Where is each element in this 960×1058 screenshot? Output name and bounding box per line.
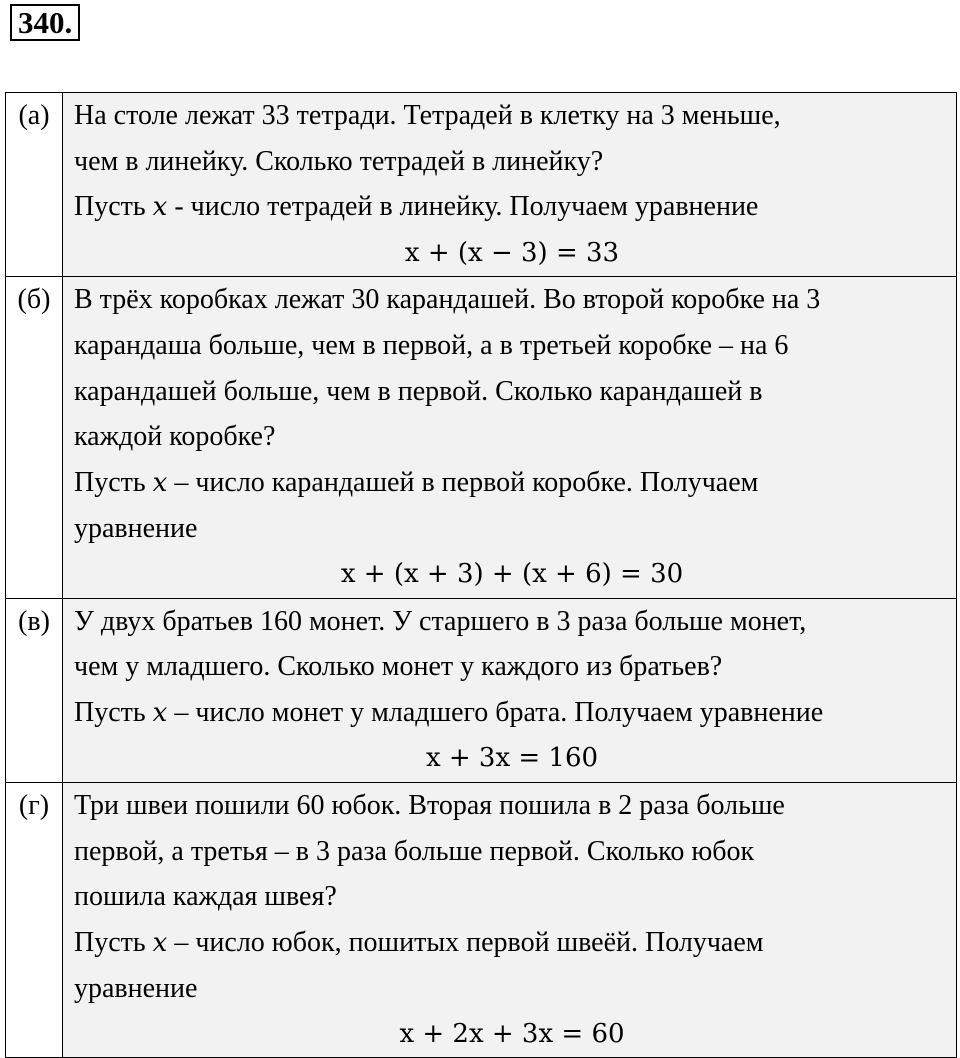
equation: x + (x + 3) + (x + 6) = 30 — [340, 558, 684, 589]
task-text-line: карандаша больше, чем в первой, а в третьей коробке – на 6 — [74, 329, 789, 361]
task-text-line: первой, а третья – в 3 раза больше первой. Сколько юбок — [74, 835, 755, 867]
let-prefix: Пусть — [74, 696, 153, 728]
task-row-g — [6, 782, 957, 1058]
task-text-line: В трёх коробках лежат 30 карандашей. Во второй коробке на 3 — [74, 284, 821, 316]
task-content — [63, 598, 957, 782]
let-text: – число юбок, пошитых первой швеёй. Получаем — [167, 926, 764, 958]
task-content — [63, 782, 957, 1058]
task-text-line: карандашей больше, чем в первой. Сколько карандашей в — [74, 375, 763, 407]
let-text: - число тетрадей в линейку. Получаем уравнение — [167, 191, 759, 223]
variable: x — [152, 697, 168, 728]
task-text-line: пошила каждая швея? — [74, 881, 337, 913]
task-content — [63, 93, 957, 277]
let-prefix: Пусть — [74, 926, 153, 958]
variable: x — [152, 192, 168, 223]
task-label: (б) — [6, 277, 63, 598]
task-row-a — [6, 93, 957, 277]
task-row-v — [6, 598, 957, 782]
task-let-line: уравнение — [74, 973, 198, 1005]
task-text-line: У двух братьев 160 монет. У старшего в 3 раза больше монет, — [74, 605, 807, 637]
task-let-line — [74, 920, 950, 967]
let-prefix: Пусть — [74, 191, 153, 223]
variable: x — [152, 467, 168, 498]
task-label: (г) — [6, 782, 63, 1058]
task-let-line — [74, 460, 950, 507]
task-text-line: На столе лежат 33 тетради. Тетрадей в клетку на 3 меньше, — [74, 100, 781, 131]
task-let-line — [74, 690, 950, 737]
tasks-table — [5, 92, 957, 1058]
let-text: – число карандашей в первой коробке. Получаем — [167, 466, 759, 498]
let-text: – число монет у младшего брата. Получаем уравнение — [167, 696, 824, 728]
exercise-number: 340. — [10, 4, 80, 41]
task-text-line: чем в линейку. Сколько тетрадей в линейку? — [74, 145, 604, 177]
task-text-line: Три швеи пошили 60 юбок. Вторая пошила в 2 раза больше — [74, 789, 785, 821]
task-label: (в) — [6, 598, 63, 782]
equation: x + (x − 3) = 33 — [404, 237, 620, 268]
let-prefix: Пусть — [74, 466, 153, 498]
task-content — [63, 277, 957, 598]
task-row-b — [6, 277, 957, 598]
task-let-line: уравнение — [74, 513, 198, 545]
task-text-line: чем у младшего. Сколько монет у каждого из братьев? — [74, 651, 723, 683]
equation: x + 3x = 160 — [425, 743, 599, 774]
task-label: (а) — [6, 93, 63, 277]
task-let-line — [74, 184, 950, 231]
variable: x — [152, 927, 168, 958]
task-text-line: каждой коробке? — [74, 421, 276, 453]
equation: x + 2x + 3x = 60 — [399, 1018, 625, 1049]
